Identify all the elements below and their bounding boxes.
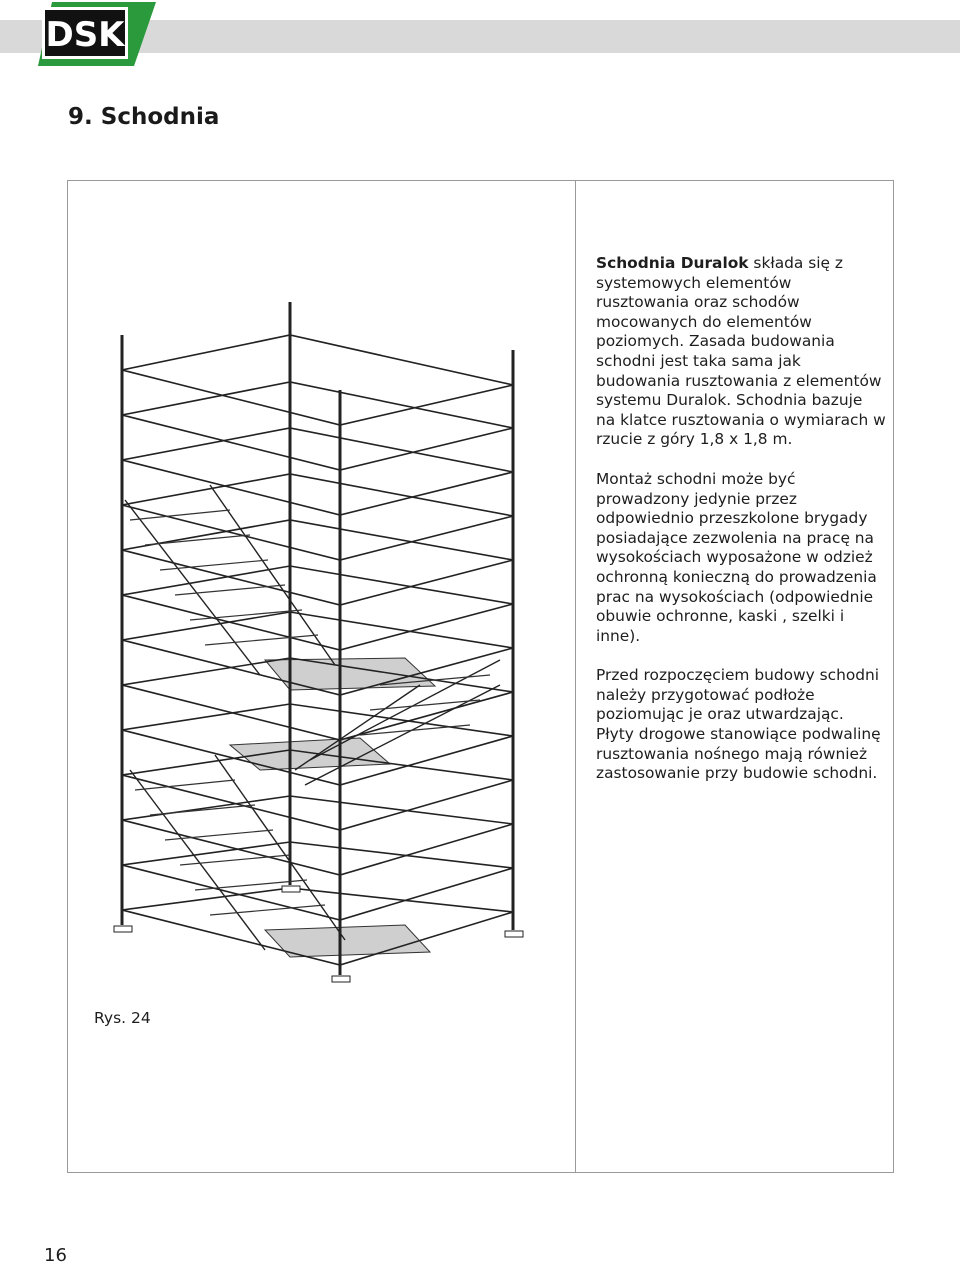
section-title: 9. Schodnia <box>68 104 220 130</box>
page-number: 16 <box>44 1245 67 1266</box>
paragraph-1-text: składa się z systemowych elementów rusztowania oraz schodów mocowanych do elementów poziomych. Zasada budowania schodni jest taka sama jak budowania rusztowania z elementów systemu Duralok. Schodnia bazuje na klatce rusztowania o wymiarach w rzucie z góry 1,8 x 1,8 m. <box>596 254 886 449</box>
dsk-logo <box>38 2 156 66</box>
figure-caption: Rys. 24 <box>94 1009 151 1027</box>
body-text <box>596 254 886 804</box>
stair-tower-drawing <box>90 290 550 1000</box>
column-divider <box>575 180 576 1173</box>
paragraph-3: Przed rozpoczęciem budowy schodni należy przygotować podłoże poziomując je oraz utwardzając. Płyty drogowe stanowiące podwalinę rusztowania nośnego mają również zastosowanie przy budowie schodni. <box>596 666 881 783</box>
paragraph-1 <box>596 254 886 450</box>
paragraph-2: Montaż schodni może być prowadzony jedynie przez odpowiednio przeszkolone brygady posiadające zezwolenia na pracę na wysokościach wyposażone w odzież ochronną konieczną do prowadzenia prac na wysokościach (odpowiednie obuwie ochronne, kaski , szelki i inne). <box>596 469 877 645</box>
product-name: Schodnia Duralok <box>596 254 749 272</box>
brand-text: DSK <box>45 15 125 55</box>
